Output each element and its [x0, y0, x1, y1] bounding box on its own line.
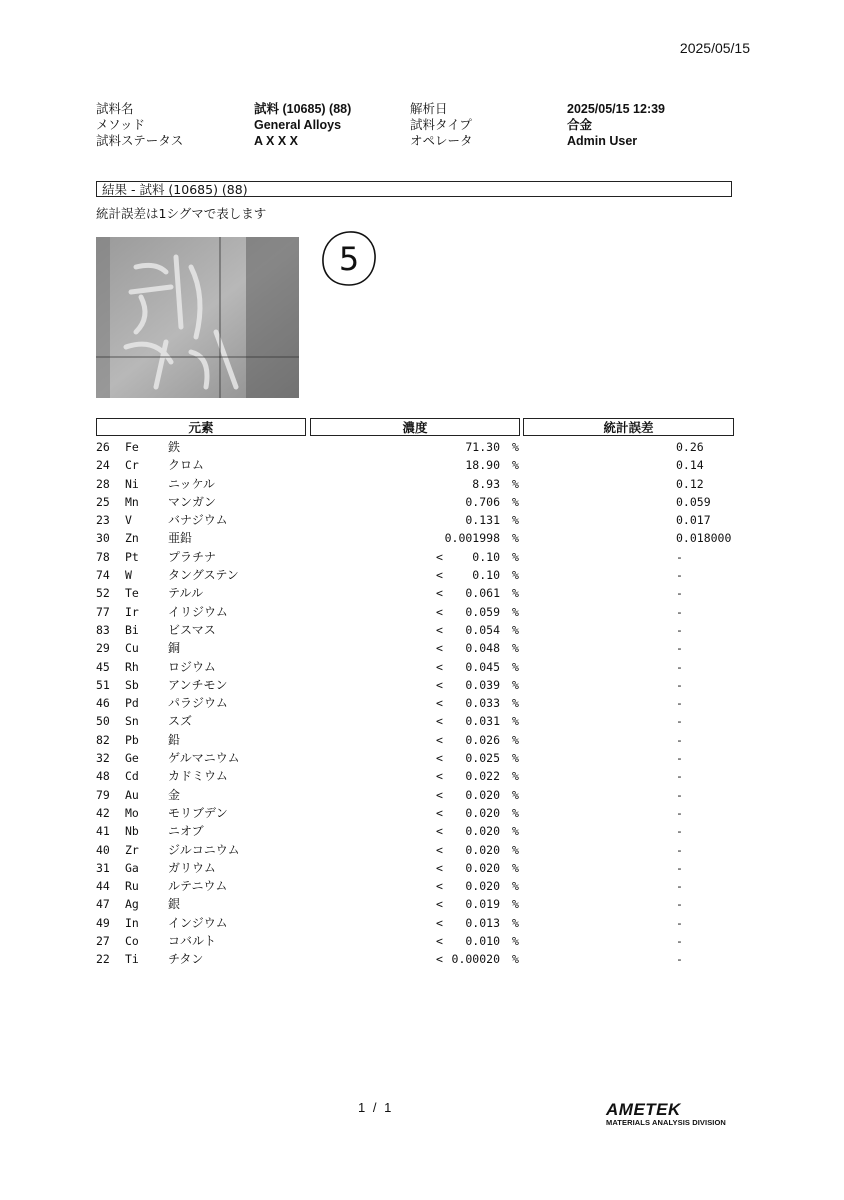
column-header-error: 統計誤差 — [523, 418, 734, 436]
table-row — [0, 914, 844, 932]
unit: % — [512, 751, 519, 766]
sample-type-label: 試料タイプ — [410, 117, 472, 132]
error-value: 0.017 — [676, 513, 711, 528]
error-value: - — [676, 860, 683, 875]
element-name: 鉛 — [168, 732, 181, 747]
unit: % — [512, 696, 519, 711]
less-than-mark: < — [436, 659, 443, 674]
atomic-number: 44 — [96, 879, 110, 894]
atomic-number: 47 — [96, 897, 110, 912]
atomic-number: 42 — [96, 805, 110, 820]
unit: % — [512, 458, 519, 473]
operator-value: Admin User — [567, 134, 638, 148]
error-value: 0.018000 — [676, 531, 732, 546]
element-name: タングステン — [168, 568, 239, 583]
table-row — [0, 548, 844, 566]
error-value: 0.059 — [676, 494, 711, 509]
less-than-mark: < — [436, 641, 443, 656]
concentration-value: 0.031 — [465, 714, 500, 729]
element-name: 銀 — [168, 897, 181, 912]
element-name: ニッケル — [168, 476, 215, 491]
error-value: - — [676, 897, 683, 912]
unit: % — [512, 915, 519, 930]
unit: % — [512, 622, 519, 637]
concentration-value: 0.131 — [465, 513, 500, 528]
unit: % — [512, 824, 519, 839]
concentration-value: 0.013 — [465, 915, 500, 930]
element-name: クロム — [168, 458, 205, 473]
table-row — [0, 950, 844, 968]
less-than-mark: < — [436, 586, 443, 601]
concentration-value: 0.020 — [465, 805, 500, 820]
sample-status-label: 試料ステータス — [96, 133, 184, 148]
header-labels-left — [96, 101, 183, 149]
less-than-mark: < — [436, 751, 443, 766]
error-value: - — [676, 787, 683, 802]
unit: % — [512, 549, 519, 564]
concentration-value: 0.045 — [465, 659, 500, 674]
table-row — [0, 584, 844, 602]
element-symbol: Au — [125, 787, 139, 802]
concentration-value: 0.706 — [465, 494, 500, 509]
table-row — [0, 841, 844, 859]
error-value: - — [676, 568, 683, 583]
atomic-number: 48 — [96, 769, 110, 784]
concentration-value: 0.10 — [472, 568, 500, 583]
less-than-mark: < — [436, 915, 443, 930]
method-value: General Alloys — [254, 118, 342, 132]
error-value: - — [676, 696, 683, 711]
element-symbol: Fe — [125, 440, 139, 454]
less-than-mark: < — [436, 824, 443, 839]
table-row — [0, 767, 844, 785]
atomic-number: 77 — [96, 604, 110, 619]
analysis-date-label: 解析日 — [410, 101, 448, 116]
element-name: カドミウム — [168, 769, 228, 784]
error-value: 0.26 — [676, 440, 704, 454]
atomic-number: 31 — [96, 860, 110, 875]
atomic-number: 51 — [96, 677, 110, 692]
less-than-mark: < — [436, 805, 443, 820]
unit: % — [512, 934, 519, 949]
error-value: - — [676, 677, 683, 692]
element-name: インジウム — [168, 915, 228, 930]
concentration-value: 0.010 — [465, 934, 500, 949]
error-value: - — [676, 586, 683, 601]
atomic-number: 32 — [96, 751, 110, 766]
results-title: 結果 - 試料 (10685) (88) — [96, 181, 732, 197]
handwritten-circled-number — [318, 228, 380, 290]
concentration-value: 0.048 — [465, 641, 500, 656]
less-than-mark: < — [436, 897, 443, 912]
element-symbol: Ir — [125, 604, 139, 619]
error-value: - — [676, 879, 683, 894]
error-value: - — [676, 934, 683, 949]
atomic-number: 25 — [96, 494, 110, 509]
table-row — [0, 932, 844, 950]
element-name: 金 — [168, 787, 181, 802]
sample-photo — [96, 237, 299, 398]
unit: % — [512, 494, 519, 509]
unit: % — [512, 860, 519, 875]
table-row — [0, 603, 844, 621]
atomic-number: 52 — [96, 586, 110, 601]
element-symbol: Ni — [125, 476, 139, 491]
sample-photo-image — [96, 237, 299, 398]
element-symbol: Cr — [125, 458, 139, 473]
less-than-mark: < — [436, 842, 443, 857]
column-header-concentration: 濃度 — [310, 418, 520, 436]
method-label: メソッド — [96, 117, 146, 132]
atomic-number: 40 — [96, 842, 110, 857]
table-row — [0, 493, 844, 511]
concentration-value: 0.061 — [465, 586, 500, 601]
atomic-number: 50 — [96, 714, 110, 729]
atomic-number: 29 — [96, 641, 110, 656]
concentration-value: 0.020 — [465, 860, 500, 875]
element-name: 銅 — [168, 641, 181, 656]
concentration-value: 0.054 — [465, 622, 500, 637]
element-symbol: Nb — [125, 824, 139, 839]
element-name: ニオブ — [168, 824, 204, 839]
element-name: アンチモン — [168, 677, 228, 692]
unit: % — [512, 604, 519, 619]
table-row — [0, 712, 844, 730]
unit: % — [512, 897, 519, 912]
element-symbol: Zr — [125, 842, 139, 857]
element-symbol: Cd — [125, 769, 139, 784]
error-value: - — [676, 732, 683, 747]
element-name: ビスマス — [168, 622, 216, 637]
table-row — [0, 694, 844, 712]
table-row — [0, 859, 844, 877]
atomic-number: 24 — [96, 458, 110, 473]
unit: % — [512, 586, 519, 601]
atomic-number: 46 — [96, 696, 110, 711]
table-row — [0, 786, 844, 804]
unit: % — [512, 842, 519, 857]
concentration-value: 0.001998 — [444, 531, 500, 546]
print-date: 2025/05/15 — [679, 40, 750, 56]
table-row — [0, 822, 844, 840]
operator-label: オペレータ — [410, 133, 473, 148]
element-symbol: Zn — [125, 531, 139, 546]
table-row — [0, 877, 844, 895]
element-symbol: Mo — [125, 805, 139, 820]
element-name: コバルト — [168, 934, 217, 949]
element-symbol: In — [125, 915, 139, 930]
atomic-number: 74 — [96, 568, 110, 583]
element-symbol: Rh — [125, 659, 139, 674]
table-row — [0, 658, 844, 676]
concentration-value: 0.020 — [465, 824, 500, 839]
element-name: イリジウム — [168, 604, 228, 619]
concentration-value: 18.90 — [465, 458, 500, 473]
concentration-value: 0.00020 — [451, 952, 500, 967]
table-row — [0, 895, 844, 913]
table-row — [0, 566, 844, 584]
column-header-element: 元素 — [96, 418, 306, 436]
concentration-value: 0.039 — [465, 677, 500, 692]
element-name: ジルコニウム — [168, 842, 240, 857]
error-value: - — [676, 549, 683, 564]
table-row — [0, 749, 844, 767]
concentration-value: 0.026 — [465, 732, 500, 747]
atomic-number: 83 — [96, 622, 110, 637]
less-than-mark: < — [436, 622, 443, 637]
unit: % — [512, 568, 519, 583]
concentration-value: 0.033 — [465, 696, 500, 711]
element-name: プラチナ — [168, 549, 217, 564]
less-than-mark: < — [436, 696, 443, 711]
ametek-logo: AMETEK — [606, 1100, 681, 1119]
atomic-number: 49 — [96, 915, 110, 930]
element-name: ガリウム — [168, 860, 216, 875]
header-values-right — [567, 101, 665, 149]
unit: % — [512, 714, 519, 729]
table-row — [0, 456, 844, 474]
unit: % — [512, 769, 519, 784]
element-symbol: Ge — [125, 751, 139, 766]
table-row — [0, 438, 844, 456]
element-name: スズ — [168, 714, 193, 729]
error-value: 0.14 — [676, 458, 704, 473]
element-symbol: Ru — [125, 879, 139, 894]
concentration-value: 0.020 — [465, 787, 500, 802]
unit: % — [512, 805, 519, 820]
error-value: - — [676, 915, 683, 930]
analysis-date-value: 2025/05/15 12:39 — [567, 102, 666, 116]
unit: % — [512, 952, 519, 967]
error-value: - — [676, 604, 683, 619]
less-than-mark: < — [436, 677, 443, 692]
element-symbol: W — [125, 568, 132, 583]
concentration-value: 0.020 — [465, 842, 500, 857]
element-symbol: Cu — [125, 641, 139, 656]
element-symbol: Sn — [125, 714, 139, 729]
atomic-number: 30 — [96, 531, 110, 546]
handwritten-number: 5 — [338, 240, 360, 278]
atomic-number: 78 — [96, 549, 110, 564]
unit: % — [512, 476, 519, 491]
table-row — [0, 804, 844, 822]
unit: % — [512, 440, 519, 454]
atomic-number: 41 — [96, 824, 110, 839]
error-value: - — [676, 805, 683, 820]
element-name: ロジウム — [168, 659, 216, 674]
element-name: モリブデン — [168, 805, 228, 820]
element-symbol: Pb — [125, 732, 139, 747]
table-row — [0, 475, 844, 493]
atomic-number: 26 — [96, 440, 110, 454]
element-symbol: Ga — [125, 860, 139, 875]
element-name: 鉄 — [168, 440, 181, 454]
less-than-mark: < — [436, 732, 443, 747]
sample-name-value: 試料 (10685) (88) — [254, 102, 352, 116]
concentration-value: 0.10 — [472, 549, 500, 564]
element-name: チタン — [168, 952, 204, 967]
error-value: - — [676, 622, 683, 637]
unit: % — [512, 732, 519, 747]
less-than-mark: < — [436, 549, 443, 564]
concentration-value: 71.30 — [465, 440, 500, 454]
element-name: バナジウム — [168, 513, 228, 528]
less-than-mark: < — [436, 604, 443, 619]
less-than-mark: < — [436, 860, 443, 875]
sigma-note: 統計誤差は1シグマで表します — [96, 206, 267, 221]
less-than-mark: < — [436, 769, 443, 784]
unit: % — [512, 531, 519, 546]
element-name: ルテニウム — [168, 879, 228, 894]
atomic-number: 27 — [96, 934, 110, 949]
error-value: - — [676, 769, 683, 784]
error-value: - — [676, 641, 683, 656]
unit: % — [512, 787, 519, 802]
error-value: - — [676, 824, 683, 839]
element-symbol: Te — [125, 586, 139, 601]
table-row — [0, 529, 844, 547]
atomic-number: 28 — [96, 476, 110, 491]
table-row — [0, 621, 844, 639]
element-symbol: Ag — [125, 897, 139, 912]
element-symbol: Sb — [125, 677, 139, 692]
element-symbol: Pd — [125, 696, 139, 711]
less-than-mark: < — [436, 934, 443, 949]
concentration-value: 0.022 — [465, 769, 500, 784]
less-than-mark: < — [436, 714, 443, 729]
element-name: パラジウム — [168, 696, 228, 711]
element-symbol: Pt — [125, 549, 139, 564]
table-row — [0, 731, 844, 749]
element-name: テルル — [168, 586, 204, 601]
less-than-mark: < — [436, 568, 443, 583]
element-name: ゲルマニウム — [168, 751, 240, 766]
concentration-value: 0.020 — [465, 879, 500, 894]
table-row — [0, 639, 844, 657]
element-symbol: V — [125, 513, 132, 528]
sample-name-label: 試料名 — [96, 101, 134, 116]
less-than-mark: < — [436, 787, 443, 802]
concentration-value: 0.059 — [465, 604, 500, 619]
element-symbol: Ti — [125, 952, 139, 967]
element-name: 亜鉛 — [168, 531, 193, 546]
sample-type-value: 合金 — [567, 118, 593, 132]
table-row — [0, 676, 844, 694]
error-value: - — [676, 842, 683, 857]
atomic-number: 45 — [96, 659, 110, 674]
unit: % — [512, 641, 519, 656]
table-row — [0, 511, 844, 529]
element-symbol: Co — [125, 934, 139, 949]
atomic-number: 79 — [96, 787, 110, 802]
concentration-value: 8.93 — [472, 476, 500, 491]
sample-status-value: A X X X — [254, 134, 298, 148]
error-value: - — [676, 659, 683, 674]
ametek-division: MATERIALS ANALYSIS DIVISION — [606, 1118, 726, 1127]
element-symbol: Bi — [125, 622, 139, 637]
error-value: - — [676, 751, 683, 766]
atomic-number: 23 — [96, 513, 110, 528]
error-value: - — [676, 952, 683, 967]
page-number: 1 / 1 — [358, 1100, 394, 1115]
error-value: 0.12 — [676, 476, 704, 491]
element-name: マンガン — [168, 494, 217, 509]
header-values-left — [254, 101, 351, 149]
element-table — [0, 438, 844, 969]
atomic-number: 82 — [96, 732, 110, 747]
unit: % — [512, 677, 519, 692]
header-labels-right — [410, 101, 473, 149]
unit: % — [512, 513, 519, 528]
error-value: - — [676, 714, 683, 729]
less-than-mark: < — [436, 879, 443, 894]
unit: % — [512, 879, 519, 894]
concentration-value: 0.025 — [465, 751, 500, 766]
less-than-mark: < — [436, 952, 443, 967]
unit: % — [512, 659, 519, 674]
atomic-number: 22 — [96, 952, 110, 967]
concentration-value: 0.019 — [465, 897, 500, 912]
element-symbol: Mn — [125, 494, 139, 509]
